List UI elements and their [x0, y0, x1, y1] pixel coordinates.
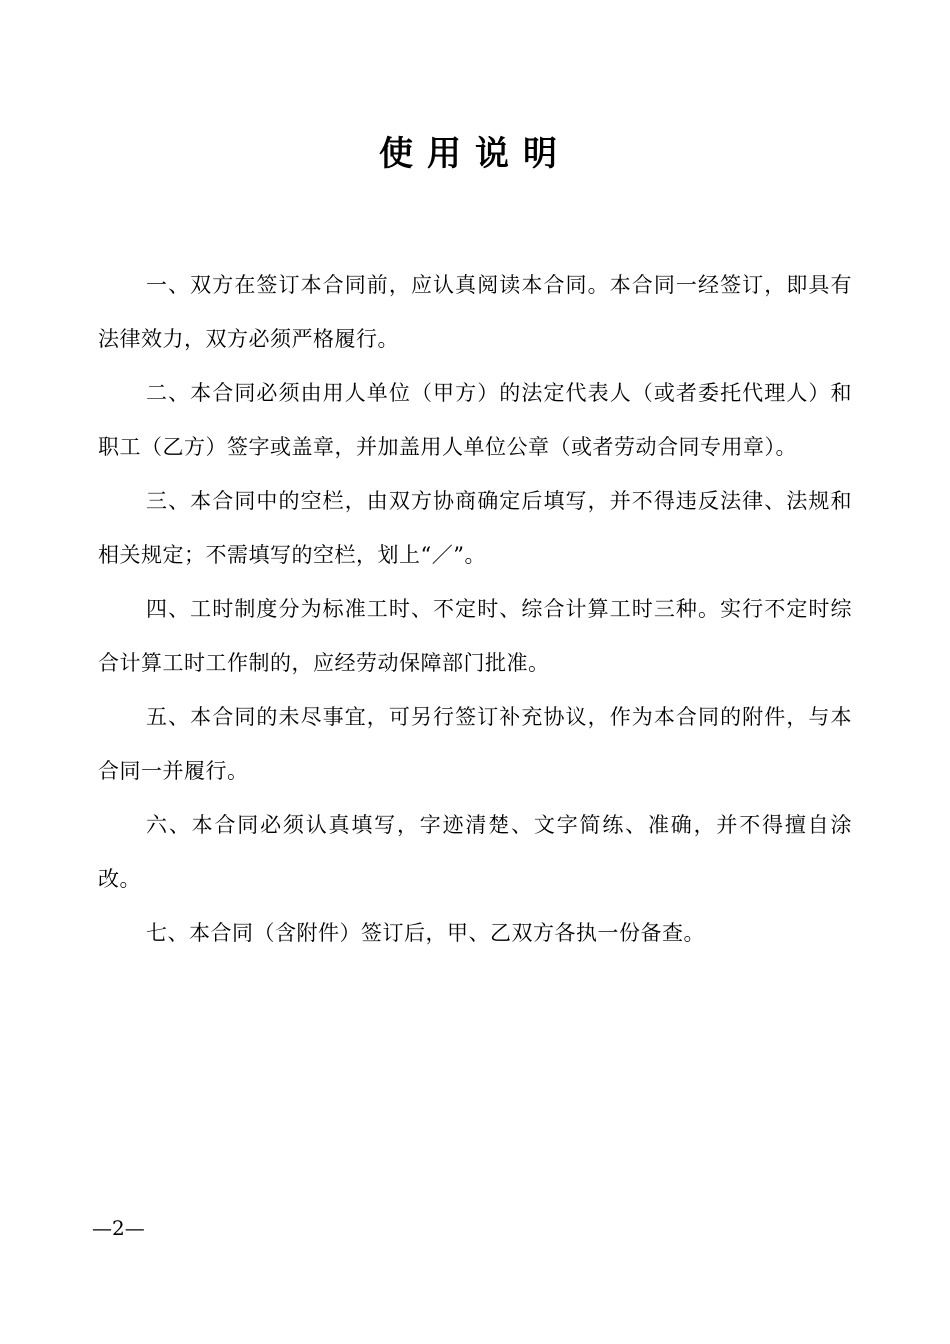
instruction-paragraph-3: 三、本合同中的空栏，由双方协商确定后填写，并不得违反法律、法规和相关规定；不需填写的空栏，划上“／”。 [98, 489, 852, 567]
instruction-paragraph-2: 二、本合同必须由用人单位（甲方）的法定代表人（或者委托代理人）和职工（乙方）签字或盖章，并加盖用人单位公章（或者劳动合同专用章）。 [98, 381, 852, 459]
instructions-body [98, 258, 852, 960]
instruction-paragraph-5: 五、本合同的未尽事宜，可另行签订补充协议，作为本合同的附件，与本合同一并履行。 [98, 705, 852, 783]
page-title: 使用说明 [379, 134, 571, 174]
instruction-paragraph-6: 六、本合同必须认真填写，字迹清楚、文字简练、准确，并不得擅自涂改。 [98, 813, 852, 891]
instruction-paragraph-1: 一、双方在签订本合同前，应认真阅读本合同。本合同一经签订，即具有法律效力，双方必须严格履行。 [98, 273, 852, 351]
instruction-paragraph-7: 七、本合同（含附件）签订后，甲、乙双方各执一份备查。 [146, 921, 705, 945]
page-number: —2— [92, 1216, 145, 1240]
instruction-paragraph-4: 四、工时制度分为标准工时、不定时、综合计算工时三种。实行不定时综合计算工时工作制的，应经劳动保障部门批准。 [98, 597, 852, 675]
